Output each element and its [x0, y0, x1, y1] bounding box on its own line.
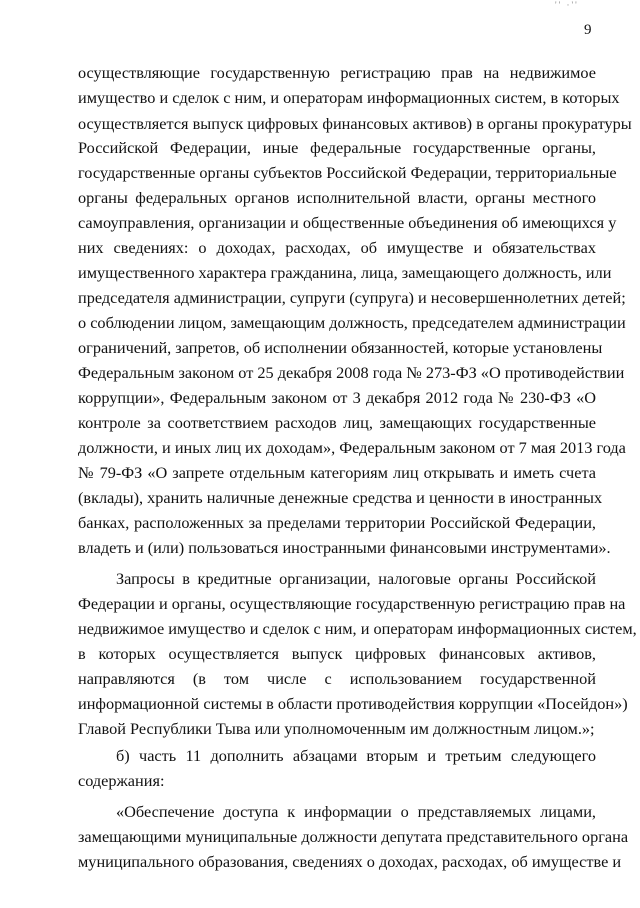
text-line: Запросы в кредитные организации, налоговые органы Российской [116, 569, 596, 588]
text-line: замещающими муниципальные должности депутата представительного органа [78, 827, 629, 846]
text-line: Главой Республики Тыва или уполномоченным им должностным лицом.»; [78, 719, 595, 738]
text-line: должности, и иных лиц их доходам», Федеральным законом от 7 мая 2013 года [78, 438, 626, 457]
text-line: банках, расположенных за пределами территории Российской Федерации, [78, 513, 596, 532]
text-line: Российской Федерации, иные федеральные государственные органы, [78, 138, 596, 157]
text-line: в которых осуществляется выпуск цифровых финансовых активов, [78, 644, 596, 663]
page-number: 9 [584, 22, 592, 38]
text-line: (вклады), хранить наличные денежные средства и ценности в иностранных [78, 488, 603, 507]
text-line: председателя администрации, супруги (супруга) и несовершеннолетних детей; [78, 288, 626, 307]
text-line: имущество и сделок с ним, и операторам информационных систем, в которых [78, 88, 620, 107]
text-line: осуществляющие государственную регистрацию прав на недвижимое [78, 63, 596, 82]
text-line: Федерации и органы, осуществляющие государственную регистрацию прав на [78, 594, 626, 613]
text-line: «Обеспечение доступа к информации о представляемых лицами, [116, 802, 596, 821]
text-line: них сведениях: о доходах, расходах, об имуществе и обязательствах [78, 238, 596, 257]
text-line: контроле за соответствием расходов лиц, замещающих государственные [78, 413, 596, 432]
text-line: направляются (в том числе с использованием государственной [78, 669, 596, 688]
text-line: коррупции», Федеральным законом от 3 декабря 2012 года № 230-ФЗ «О [78, 388, 596, 407]
text-line: имущественного характера гражданина, лица, замещающего должность, или [78, 263, 612, 282]
text-line: содержания: [78, 771, 165, 790]
text-line: № 79-ФЗ «О запрете отдельным категориям лиц открывать и иметь счета [78, 463, 596, 482]
text-line: самоуправления, организации и общественные объединения об имеющихся у [78, 213, 617, 232]
text-line: недвижимое имущество и сделок с ним, и операторам информационных систем, [78, 619, 637, 638]
text-line: Федеральным законом от 25 декабря 2008 года № 273-ФЗ «О противодействии [78, 363, 625, 382]
text-line: государственные органы субъектов Российской Федерации, территориальные [78, 163, 617, 182]
text-line: муниципального образования, сведениях о доходах, расходах, об имуществе и [78, 852, 622, 871]
text-line: о соблюдении лицом, замещающим должность, председателем администрации [78, 313, 626, 332]
text-line: информационной системы в области противодействия коррупции «Посейдон») [78, 694, 628, 713]
text-line: б) часть 11 дополнить абзацами вторым и третьим следующего [116, 746, 596, 765]
text-line: осуществляется выпуск цифровых финансовых активов) в органы прокуратуры [78, 114, 632, 133]
text-line: органы федеральных органов исполнительной власти, органы местного [78, 188, 596, 207]
corner-mark: '' ·'' [555, 0, 579, 10]
text-line: ограничений, запретов, об исполнении обязанностей, которые установлены [78, 338, 603, 357]
text-line: владеть и (или) пользоваться иностранными финансовыми инструментами». [78, 538, 611, 557]
